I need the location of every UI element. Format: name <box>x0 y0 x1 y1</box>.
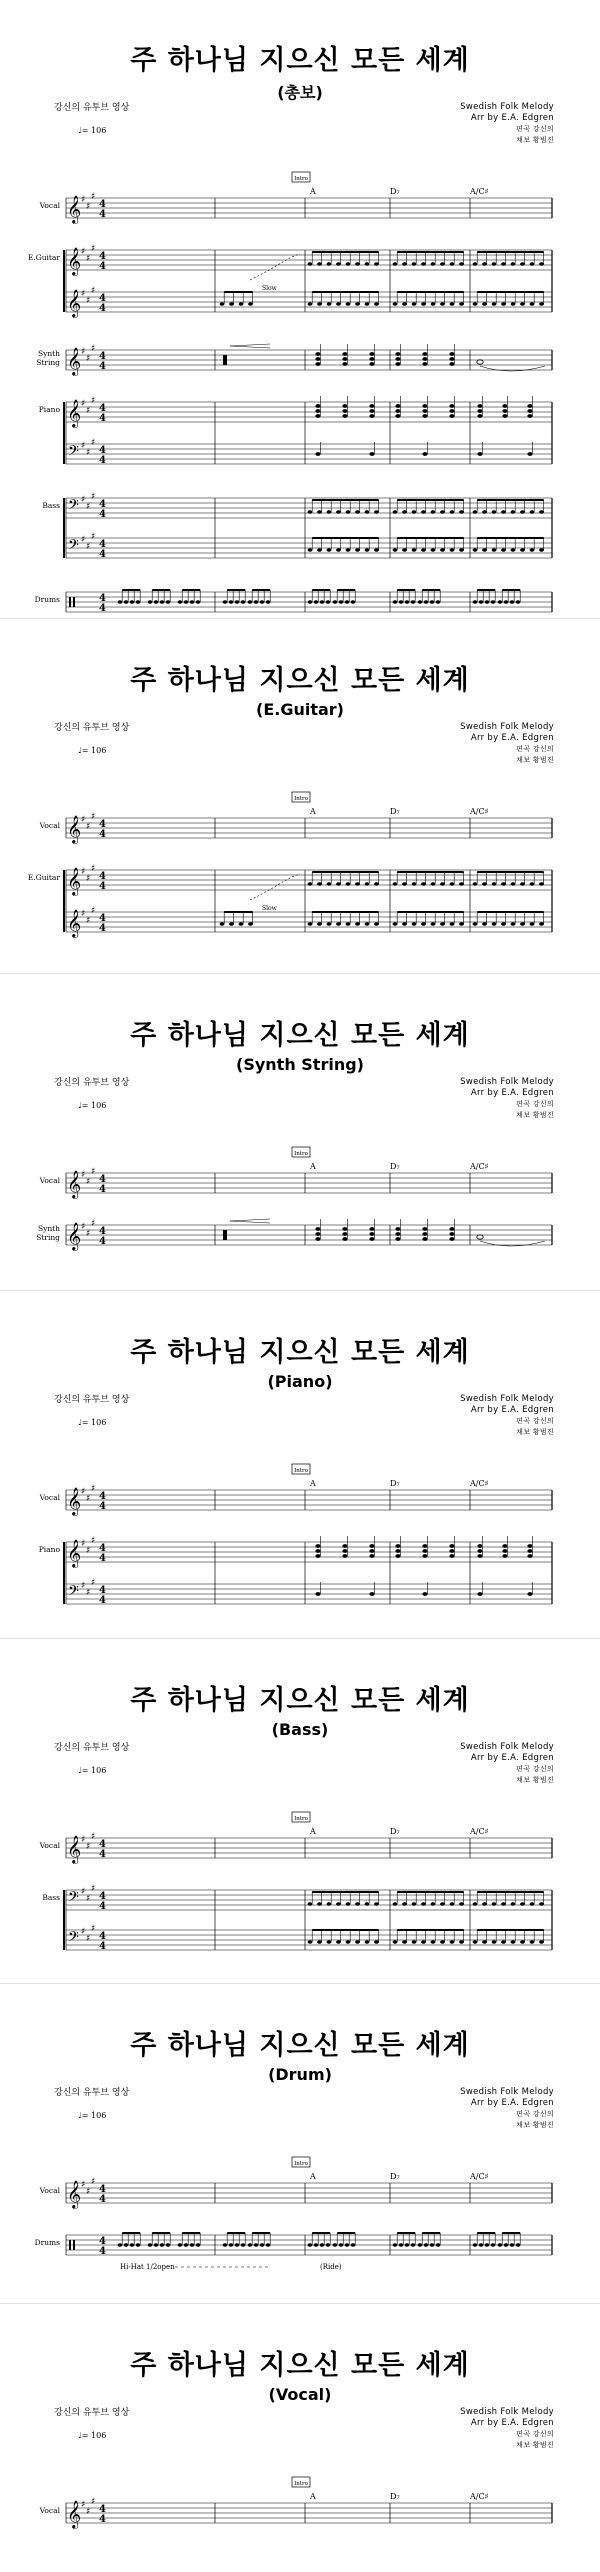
channel-credit: 강신의 유투브 영상 <box>54 723 130 733</box>
staff-label: Piano <box>38 1545 60 1554</box>
channel-credit: 강신의 유투브 영상 <box>54 1743 130 1753</box>
score-system <box>0 150 600 646</box>
credit-transcriber: 채보 황범진 <box>516 756 554 764</box>
score-system <box>0 2455 600 2557</box>
chord-symbol: D₇ <box>390 1827 400 1836</box>
ride-text: (Ride) <box>320 2263 342 2271</box>
channel-credit: 강신의 유투브 영상 <box>54 1395 130 1405</box>
chord-symbol: A <box>310 187 316 196</box>
sharp-sign: ♯ <box>81 289 86 299</box>
staff-label: E.Guitar <box>27 873 60 882</box>
part-subtitle: (E.Guitar) <box>256 700 344 719</box>
sharp-sign: ♯ <box>86 542 91 552</box>
credit-arranger: Arr by E.A. Edgren <box>470 1753 554 1763</box>
credit-arranger: Arr by E.A. Edgren <box>470 1405 554 1415</box>
score-system <box>0 1125 600 1279</box>
sharp-sign: ♯ <box>86 202 91 212</box>
sharp-sign: ♯ <box>91 2497 96 2507</box>
credit-translator: 편곡 강신의 <box>516 1417 554 1425</box>
credits-block <box>460 1742 554 1786</box>
sharp-sign: ♯ <box>91 1924 96 1934</box>
sharp-sign: ♯ <box>86 1229 91 1239</box>
tempo-mark: ♩= 106 <box>78 1101 107 1110</box>
treble-clef: 𝄞 <box>67 1487 82 1515</box>
staff-label: E.Guitar <box>27 253 60 262</box>
time-signature-top: 4 <box>99 1491 106 1502</box>
staff-label: Piano <box>38 405 60 414</box>
section-divider <box>0 2303 600 2304</box>
chord-symbol: D₇ <box>390 1479 400 1488</box>
credit-origin: Swedish Folk Melody <box>460 2087 554 2097</box>
time-signature-bottom: 4 <box>99 303 106 314</box>
score-sheet-4 <box>0 1292 600 1640</box>
sharp-sign: ♯ <box>81 195 86 205</box>
treble-clef: 𝄞 <box>67 1222 82 1250</box>
song-title: 주 하나님 지으신 모든 세계 <box>130 45 470 76</box>
sharp-sign: ♯ <box>86 2187 91 2197</box>
sharp-sign: ♯ <box>91 1536 96 1546</box>
treble-clef: 𝄞 <box>67 2500 82 2528</box>
treble-clef: 𝄞 <box>67 347 82 375</box>
section-divider <box>0 973 600 974</box>
credit-arranger: Arr by E.A. Edgren <box>470 2418 554 2428</box>
treble-clef: 𝄞 <box>67 867 82 895</box>
time-signature-bottom: 4 <box>99 1236 106 1247</box>
sharp-sign: ♯ <box>91 812 96 822</box>
tempo-mark: ♩= 106 <box>78 126 107 135</box>
staff-label: Vocal <box>39 1841 60 1850</box>
sharp-sign: ♯ <box>86 502 91 512</box>
slide-line <box>250 254 300 280</box>
credit-arranger: Arr by E.A. Edgren <box>470 113 554 123</box>
sharp-sign: ♯ <box>91 438 96 448</box>
time-signature-bottom: 4 <box>99 1901 106 1912</box>
credit-origin: Swedish Folk Melody <box>460 1077 554 1087</box>
treble-clef: 𝄞 <box>67 195 82 223</box>
credit-arranger: Arr by E.A. Edgren <box>470 1088 554 1098</box>
sharp-sign: ♯ <box>86 916 91 926</box>
credit-arranger: Arr by E.A. Edgren <box>470 2098 554 2108</box>
channel-credit: 강신의 유투브 영상 <box>54 2088 130 2098</box>
sharp-sign: ♯ <box>86 822 91 832</box>
rehearsal-mark: Intro <box>294 176 308 182</box>
part-subtitle: (Piano) <box>267 1372 333 1391</box>
time-signature-top: 4 <box>99 819 106 830</box>
time-signature-bottom: 4 <box>99 549 106 560</box>
time-signature-bottom: 4 <box>99 361 106 372</box>
hihat-text: Hi-Hat 1/2open <box>120 2263 175 2271</box>
bass-clef: 𝄢 <box>68 1889 79 1909</box>
sharp-sign: ♯ <box>81 867 86 877</box>
time-signature-top: 4 <box>99 1174 106 1185</box>
multi-rest <box>223 1230 227 1240</box>
song-title: 주 하나님 지으신 모든 세계 <box>130 2030 470 2061</box>
chord-symbol: D₇ <box>390 807 400 816</box>
time-signature-top: 4 <box>99 499 106 510</box>
time-signature-bottom: 4 <box>99 1595 106 1606</box>
song-title: 주 하나님 지으신 모든 세계 <box>130 1337 470 1368</box>
credit-origin: Swedish Folk Melody <box>460 102 554 112</box>
rehearsal-mark: Intro <box>294 796 308 802</box>
song-title: 주 하나님 지으신 모든 세계 <box>130 665 470 696</box>
sharp-sign: ♯ <box>81 347 86 357</box>
time-signature-top: 4 <box>99 403 106 414</box>
sharp-sign: ♯ <box>86 1588 91 1598</box>
chord-symbol: A <box>310 2492 316 2501</box>
slide-line <box>250 874 300 900</box>
sharp-sign: ♯ <box>81 399 86 409</box>
credit-translator: 편곡 강신의 <box>516 1765 554 1773</box>
crescendo-mark <box>230 1219 270 1223</box>
credit-translator: 편곡 강신의 <box>516 745 554 753</box>
staff-label: Vocal <box>39 821 60 830</box>
sharp-sign: ♯ <box>86 1177 91 1187</box>
sharp-sign: ♯ <box>81 815 86 825</box>
sharp-sign: ♯ <box>81 535 86 545</box>
credit-transcriber: 채보 황범진 <box>516 136 554 144</box>
chord-symbol: A <box>310 1479 316 1488</box>
bass-clef: 𝄢 <box>68 537 79 557</box>
score-system <box>0 1790 600 1986</box>
chord-symbol: A/C♯ <box>470 807 489 816</box>
chord-symbol: A <box>310 2172 316 2181</box>
sharp-sign: ♯ <box>86 448 91 458</box>
score-sheet-1 <box>0 0 600 620</box>
sharp-sign: ♯ <box>91 244 96 254</box>
channel-credit: 강신의 유투브 영상 <box>54 1078 130 1088</box>
sharp-sign: ♯ <box>86 1546 91 1556</box>
credit-origin: Swedish Folk Melody <box>460 1394 554 1404</box>
time-signature-top: 4 <box>99 1585 106 1596</box>
sharp-sign: ♯ <box>91 532 96 542</box>
chord-symbol: D₇ <box>390 2492 400 2501</box>
treble-clef: 𝄞 <box>67 909 82 937</box>
tempo-mark: ♩= 106 <box>78 2431 107 2440</box>
sharp-sign: ♯ <box>91 1884 96 1894</box>
song-title: 주 하나님 지으신 모든 세계 <box>130 1685 470 1716</box>
time-signature-top: 4 <box>99 351 106 362</box>
sharp-sign: ♯ <box>81 1487 86 1497</box>
chord-symbol: A/C♯ <box>470 1479 489 1488</box>
staff-label: Synth <box>37 1224 60 1233</box>
time-signature-bottom: 4 <box>99 1941 106 1952</box>
sharp-sign: ♯ <box>86 406 91 416</box>
time-signature-top: 4 <box>99 251 106 262</box>
score-sheet-5 <box>0 1640 600 1985</box>
credit-translator: 편곡 강신의 <box>516 125 554 133</box>
time-signature-bottom: 4 <box>99 603 106 614</box>
score-system <box>0 770 600 972</box>
multi-rest <box>223 355 227 365</box>
sharp-sign: ♯ <box>91 1484 96 1494</box>
sharp-sign: ♯ <box>81 1222 86 1232</box>
credit-transcriber: 채보 황범진 <box>516 2121 554 2129</box>
percussion-clef <box>69 597 71 607</box>
staff-label: Synth <box>37 349 60 358</box>
time-signature-bottom: 4 <box>99 209 106 220</box>
section-divider <box>0 1983 600 1984</box>
whole-note <box>477 360 483 364</box>
credit-arranger: Arr by E.A. Edgren <box>470 733 554 743</box>
chord-symbol: A <box>310 1162 316 1171</box>
percussion-clef <box>69 2240 71 2250</box>
treble-clef: 𝄞 <box>67 2180 82 2208</box>
staff-label: Vocal <box>39 1176 60 1185</box>
chord-symbol: D₇ <box>390 2172 400 2181</box>
credit-translator: 편곡 강신의 <box>516 1100 554 1108</box>
treble-clef: 𝄞 <box>67 1170 82 1198</box>
credit-transcriber: 채보 황범진 <box>516 1776 554 1784</box>
credits-block <box>460 102 554 146</box>
part-subtitle: (총보) <box>277 83 323 102</box>
credit-transcriber: 채보 황범진 <box>516 2441 554 2449</box>
staff-label: Bass <box>42 1893 60 1902</box>
sharp-sign: ♯ <box>86 1894 91 1904</box>
sharp-sign: ♯ <box>91 192 96 202</box>
rehearsal-mark: Intro <box>294 1468 308 1474</box>
staff-label: Vocal <box>39 201 60 210</box>
sharp-sign: ♯ <box>86 296 91 306</box>
sharp-sign: ♯ <box>86 1842 91 1852</box>
staff-label: Vocal <box>39 2186 60 2195</box>
time-signature-bottom: 4 <box>99 1501 106 1512</box>
chord-symbol: D₇ <box>390 187 400 196</box>
sharp-sign: ♯ <box>81 441 86 451</box>
sharp-sign: ♯ <box>91 1578 96 1588</box>
chord-symbol: A <box>310 1827 316 1836</box>
score-system <box>0 1442 600 1640</box>
staff-label: Drums <box>34 2238 60 2247</box>
sharp-sign: ♯ <box>91 1167 96 1177</box>
time-signature-top: 4 <box>99 1226 106 1237</box>
song-title: 주 하나님 지으신 모든 세계 <box>130 1020 470 1051</box>
time-signature-top: 4 <box>99 2504 106 2515</box>
sharp-sign: ♯ <box>81 2500 86 2510</box>
chord-symbol: A <box>310 807 316 816</box>
sharp-sign: ♯ <box>81 1927 86 1937</box>
chord-symbol: D₇ <box>390 1162 400 1171</box>
sharp-sign: ♯ <box>86 1934 91 1944</box>
sharp-sign: ♯ <box>91 906 96 916</box>
time-signature-bottom: 4 <box>99 923 106 934</box>
rehearsal-mark: Intro <box>294 2161 308 2167</box>
credit-translator: 편곡 강신의 <box>516 2110 554 2118</box>
time-signature-bottom: 4 <box>99 2514 106 2525</box>
time-signature-bottom: 4 <box>99 1849 106 1860</box>
dynamic-mark: Slow <box>262 905 277 912</box>
time-signature-bottom: 4 <box>99 509 106 520</box>
sharp-sign: ♯ <box>81 909 86 919</box>
credits-block <box>460 2087 554 2131</box>
credits-block <box>460 1077 554 1121</box>
time-signature-top: 4 <box>99 1839 106 1850</box>
treble-clef: 𝄞 <box>67 815 82 843</box>
time-signature-top: 4 <box>99 539 106 550</box>
credits-block <box>460 1394 554 1438</box>
sharp-sign: ♯ <box>91 396 96 406</box>
chord-symbol: A/C♯ <box>470 2492 489 2501</box>
section-divider <box>0 618 600 619</box>
rehearsal-mark: Intro <box>294 2481 308 2487</box>
tempo-mark: ♩= 106 <box>78 746 107 755</box>
sharp-sign: ♯ <box>81 495 86 505</box>
bass-clef: 𝄢 <box>68 1583 79 1603</box>
chord-symbol: A/C♯ <box>470 187 489 196</box>
sharp-sign: ♯ <box>91 864 96 874</box>
treble-clef: 𝄞 <box>67 247 82 275</box>
staff-label: String <box>36 358 60 367</box>
time-signature-top: 4 <box>99 593 106 604</box>
part-subtitle: (Vocal) <box>268 2385 332 2404</box>
dynamic-mark: Slow <box>262 285 277 292</box>
credit-origin: Swedish Folk Melody <box>460 2407 554 2417</box>
treble-clef: 𝄞 <box>67 1835 82 1863</box>
crescendo-mark <box>230 344 270 348</box>
percussion-clef <box>73 2240 75 2250</box>
credits-block <box>460 722 554 766</box>
time-signature-bottom: 4 <box>99 1553 106 1564</box>
score-sheet-2 <box>0 620 600 975</box>
time-signature-bottom: 4 <box>99 829 106 840</box>
treble-clef: 𝄞 <box>67 1539 82 1567</box>
time-signature-top: 4 <box>99 199 106 210</box>
time-signature-bottom: 4 <box>99 413 106 424</box>
sharp-sign: ♯ <box>86 1494 91 1504</box>
rehearsal-mark: Intro <box>294 1816 308 1822</box>
score-sheet-6 <box>0 1985 600 2305</box>
sharp-sign: ♯ <box>86 354 91 364</box>
treble-clef: 𝄞 <box>67 289 82 317</box>
staff-label: Drums <box>34 595 60 604</box>
sharp-sign: ♯ <box>91 286 96 296</box>
time-signature-bottom: 4 <box>99 2246 106 2257</box>
sharp-sign: ♯ <box>81 1835 86 1845</box>
sharp-sign: ♯ <box>91 492 96 502</box>
sharp-sign: ♯ <box>86 874 91 884</box>
bass-clef: 𝄢 <box>68 1929 79 1949</box>
sharp-sign: ♯ <box>86 2507 91 2517</box>
sharp-sign: ♯ <box>81 1539 86 1549</box>
credit-transcriber: 채보 황범진 <box>516 1428 554 1436</box>
sharp-sign: ♯ <box>81 1581 86 1591</box>
bass-clef: 𝄢 <box>68 443 79 463</box>
song-title: 주 하나님 지으신 모든 세계 <box>130 2350 470 2381</box>
staff-label: Bass <box>42 501 60 510</box>
time-signature-bottom: 4 <box>99 2194 106 2205</box>
chord-symbol: A/C♯ <box>470 1827 489 1836</box>
sharp-sign: ♯ <box>91 2177 96 2187</box>
time-signature-top: 4 <box>99 2236 106 2247</box>
tempo-mark: ♩= 106 <box>78 1766 107 1775</box>
channel-credit: 강신의 유투브 영상 <box>54 103 130 113</box>
section-divider <box>0 1638 600 1639</box>
treble-clef: 𝄞 <box>67 399 82 427</box>
score-system <box>0 2135 600 2289</box>
time-signature-top: 4 <box>99 1891 106 1902</box>
sharp-sign: ♯ <box>81 2180 86 2190</box>
score-sheet-3 <box>0 975 600 1292</box>
sharp-sign: ♯ <box>81 1170 86 1180</box>
sharp-sign: ♯ <box>91 1832 96 1842</box>
score-sheet-7 <box>0 2305 600 2572</box>
bass-clef: 𝄢 <box>68 497 79 517</box>
time-signature-top: 4 <box>99 445 106 456</box>
credit-translator: 편곡 강신의 <box>516 2430 554 2438</box>
sharp-sign: ♯ <box>81 1887 86 1897</box>
rehearsal-mark: Intro <box>294 1151 308 1157</box>
time-signature-top: 4 <box>99 1931 106 1942</box>
sharp-sign: ♯ <box>86 254 91 264</box>
staff-label: Vocal <box>39 2506 60 2515</box>
credits-block <box>460 2407 554 2451</box>
credit-origin: Swedish Folk Melody <box>460 1742 554 1752</box>
whole-note <box>477 1235 483 1239</box>
sharp-sign: ♯ <box>81 247 86 257</box>
chord-symbol: A/C♯ <box>470 2172 489 2181</box>
chord-symbol: A/C♯ <box>470 1162 489 1171</box>
tempo-mark: ♩= 106 <box>78 2111 107 2120</box>
sharp-sign: ♯ <box>91 1219 96 1229</box>
time-signature-bottom: 4 <box>99 455 106 466</box>
time-signature-top: 4 <box>99 293 106 304</box>
credit-transcriber: 채보 황범진 <box>516 1111 554 1119</box>
staff-label: String <box>36 1233 60 1242</box>
time-signature-bottom: 4 <box>99 881 106 892</box>
time-signature-top: 4 <box>99 1543 106 1554</box>
sharp-sign: ♯ <box>91 344 96 354</box>
staff-label: Vocal <box>39 1493 60 1502</box>
time-signature-bottom: 4 <box>99 1184 106 1195</box>
percussion-clef <box>73 597 75 607</box>
section-divider <box>0 1290 600 1291</box>
time-signature-top: 4 <box>99 2184 106 2195</box>
time-signature-top: 4 <box>99 871 106 882</box>
credit-origin: Swedish Folk Melody <box>460 722 554 732</box>
part-subtitle: (Bass) <box>271 1720 329 1739</box>
part-subtitle: (Drum) <box>268 2065 332 2084</box>
part-subtitle: (Synth String) <box>236 1055 364 1074</box>
channel-credit: 강신의 유투브 영상 <box>54 2408 130 2418</box>
time-signature-bottom: 4 <box>99 261 106 272</box>
time-signature-top: 4 <box>99 913 106 924</box>
tempo-mark: ♩= 106 <box>78 1418 107 1427</box>
